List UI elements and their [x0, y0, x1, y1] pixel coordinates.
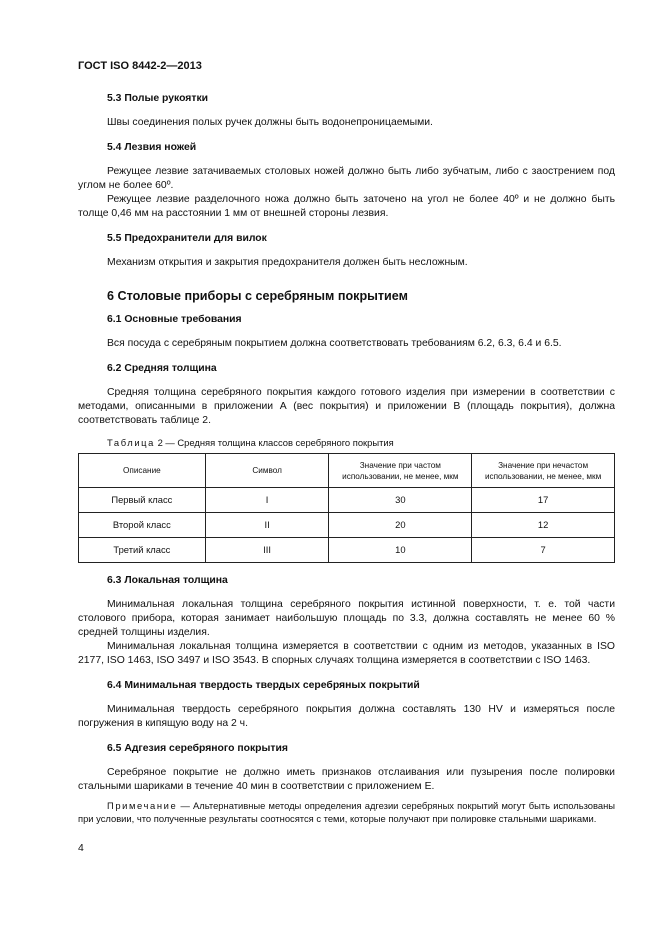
table-cell: Второй класс: [79, 513, 206, 538]
note-text: — Альтернативные методы определения адгезии серебряных покрытий могут быть использованы при условии, что полученные результаты соотносятся с теми, которые получают при полировке стальными шариками.: [78, 800, 615, 824]
paragraph: Режущее лезвие разделочного ножа должно быть заточено на угол не более 40º и не должно быть толще 0,46 мм на расстоянии 1 мм от внешней стороны лезвия.: [78, 194, 615, 219]
table-cell: 30: [329, 488, 472, 513]
paragraph: Минимальная локальная толщина измеряется в соответствии с одним из методов, указанных в ISO 2177, ISO 1463, ISO 3497 и ISO 3543. В спорных случаях толщина измеряется в соответствии с ISO 1463.: [78, 641, 615, 666]
page-number: 4: [78, 843, 84, 854]
paragraph: Серебряное покрытие не должно иметь признаков отслаивания или пузырения после полировки стальными шариками в течение 40 мин в соответствии с приложением Е.: [78, 767, 615, 792]
table-header-cell: Описание: [79, 454, 206, 488]
paragraph: Минимальная локальная толщина серебряного покрытия истинной поверхности, т. е. той части столового прибора, которая занимает наибольшую площадь по 3.3, должна составлять не менее 60 % средней толщины изделия.: [78, 599, 615, 638]
table-cell: Третий класс: [79, 538, 206, 563]
section-6-2-title: 6.2 Средняя толщина: [107, 363, 217, 374]
document-id: ГОСТ ISO 8442-2—2013: [78, 60, 202, 72]
silver-coating-table: [78, 453, 615, 563]
table-caption: [78, 436, 615, 449]
paragraph: Режущее лезвие затачиваемых столовых ножей должно быть либо зубчатым, либо с заострением под углом не более 60º.: [78, 166, 615, 191]
table-cell: III: [205, 538, 329, 563]
table-row: [79, 488, 615, 513]
table-cell: 10: [329, 538, 472, 563]
table-caption-text: 2 — Средняя толщина классов серебряного покрытия: [154, 437, 394, 448]
table-cell: II: [205, 513, 329, 538]
table-header-cell: Значение при нечастом использовании, не менее, мкм: [472, 454, 615, 488]
section-6-1-title: 6.1 Основные требования: [107, 314, 242, 325]
section-5-3-title: 5.3 Полые рукоятки: [107, 93, 209, 104]
section-6-3-title: 6.3 Локальная толщина: [107, 575, 228, 586]
note-label: Примечание: [107, 800, 178, 811]
paragraph: Средняя толщина серебряного покрытия каждого готового изделия при измерении в соответствии с методами, описанными в приложении А (вес покрытия) и приложении В (площадь покрытия), должна соответствовать таблице 2.: [78, 387, 615, 426]
table-cell: 12: [472, 513, 615, 538]
table-row: [79, 513, 615, 538]
table-header-cell: Символ: [205, 454, 329, 488]
table-caption-label: Таблица: [107, 437, 155, 448]
section-5-4-title: 5.4 Лезвия ножей: [107, 142, 197, 153]
section-5-5-title: 5.5 Предохранители для вилок: [107, 233, 267, 244]
note: [78, 800, 615, 825]
table-cell: 20: [329, 513, 472, 538]
section-6-4-title: 6.4 Минимальная твердость твердых серебряных покрытий: [107, 680, 420, 691]
table-cell: 7: [472, 538, 615, 563]
table-row: [79, 538, 615, 563]
table-cell: 17: [472, 488, 615, 513]
paragraph: Швы соединения полых ручек должны быть водонепроницаемыми.: [107, 117, 433, 128]
section-6-title: 6 Столовые приборы с серебряным покрытием: [107, 289, 408, 303]
paragraph: Минимальная твердость серебряного покрытия должна составлять 130 HV и измеряться после погружения в кипящую воду на 2 ч.: [78, 704, 615, 729]
table-header-cell: Значение при частом использовании, не менее, мкм: [329, 454, 472, 488]
section-6-5-title: 6.5 Адгезия серебряного покрытия: [107, 743, 288, 754]
table-cell: Первый класс: [79, 488, 206, 513]
table-cell: I: [205, 488, 329, 513]
table-header-row: [79, 454, 615, 488]
paragraph: Механизм открытия и закрытия предохранителя должен быть несложным.: [107, 257, 468, 268]
page-content: [78, 92, 615, 825]
paragraph: Вся посуда с серебряным покрытием должна соответствовать требованиям 6.2, 6.3, 6.4 и 6.5.: [107, 338, 562, 349]
